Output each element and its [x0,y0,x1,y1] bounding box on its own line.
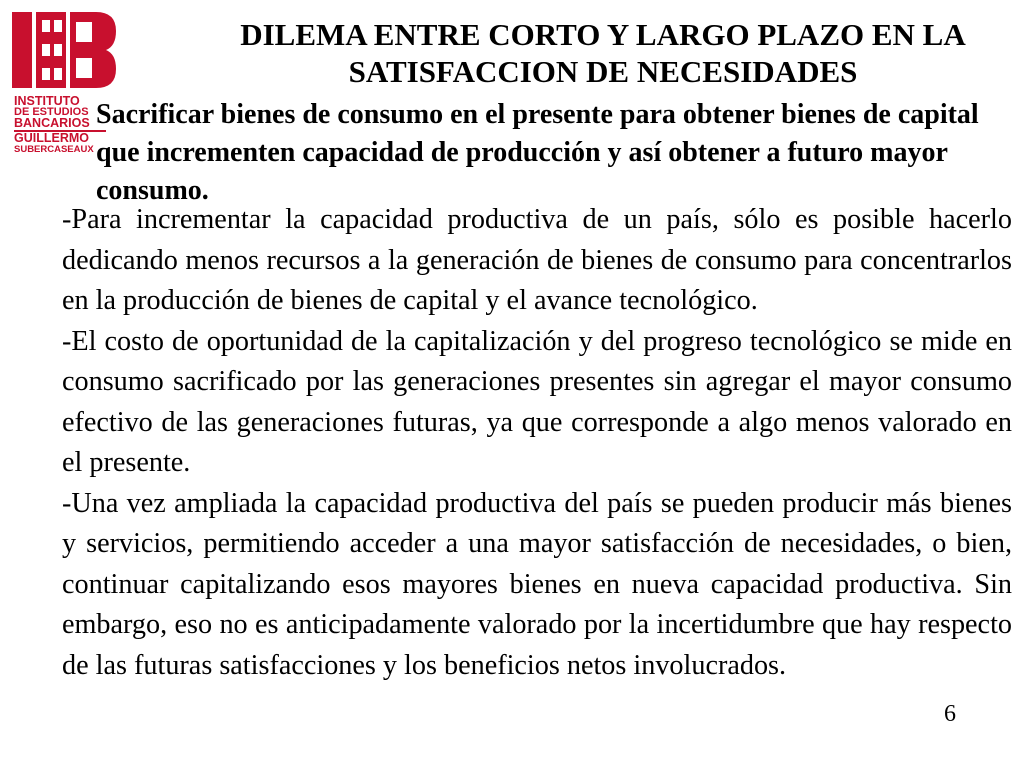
body-paragraph-3: -Una vez ampliada la capacidad productiva del país se pueden producir más bienes y servicios, permitiendo acceder a una mayor satisfacción de necesidades, o bien, continuar capitalizando esos mayores bienes en nueva capacidad productiva. Sin embargo, eso no es anticipadamente valorado por la incertidumbre que hay respecto de las futuras satisfacciones y los beneficios netos involucrados. [62,487,1012,681]
slide-body [62,200,1012,686]
body-paragraph-1: -Para incrementar la capacidad productiva de un país, sólo es posible hacerlo dedicando menos recursos a la generación de bienes de consumo para concentrarlos en la producción de bienes de capital y el avance tecnológico. [62,204,1012,316]
logo-line-2: DE ESTUDIOS [14,106,89,118]
page-number: 6 [944,701,956,727]
logo-line-3: BANCARIOS [14,116,90,130]
body-paragraph-2: -El costo de oportunidad de la capitalización y del progreso tecnológico se mide en consumo sacrificado por las generaciones presentes sin agregar el mayor consumo efectivo de las generaciones futuras, ya que corresponde a algo menos valorado en el presente. [62,325,1012,478]
logo-wordmark [14,96,106,155]
logo-line-5: SUBERCASEAUX [14,144,94,155]
logo-line-4: GUILLERMO [14,131,89,145]
slide-subtitle: Sacrificar bienes de consumo en el presente para obtener bienes de capital que incrementen capacidad de producción y así obtener a futuro mayor consumo. [96,99,979,206]
ieb-logo-icon [12,12,116,88]
logo-line-1: INSTITUTO [14,94,80,108]
slide-title: DILEMA ENTRE CORTO Y LARGO PLAZO EN LA SATISFACCION DE NECESIDADES [240,17,966,89]
